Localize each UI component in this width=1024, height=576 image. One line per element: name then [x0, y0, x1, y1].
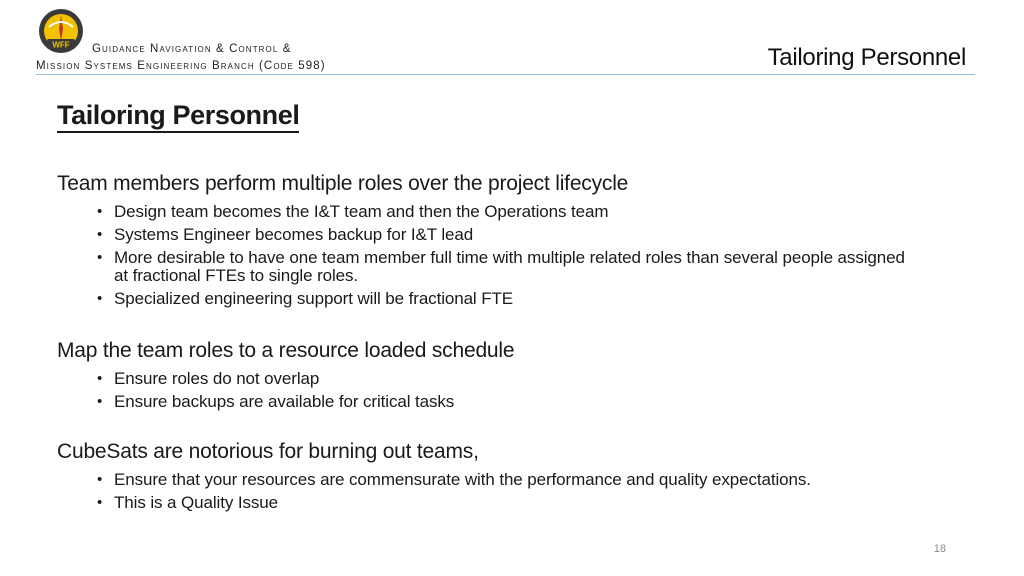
header-divider: [36, 74, 975, 75]
bullet-icon: •: [97, 471, 103, 488]
bullet-item: • Design team becomes the I&T team and then the Operations team: [97, 202, 609, 221]
section-cubesats: [57, 438, 957, 512]
logo-text: WFF: [52, 40, 70, 50]
org-line-1: Guidance Navigation & Control &: [92, 43, 292, 55]
bullet-item: • Specialized engineering support will be fractional FTE: [97, 289, 514, 308]
bullet-icon: •: [97, 393, 103, 410]
bullet-item: • Ensure roles do not overlap: [97, 369, 320, 388]
bullet-item: • Ensure that your resources are commensurate with the performance and quality expectations.: [97, 470, 811, 489]
section-heading: Team members perform multiple roles over the project lifecycle: [57, 172, 629, 195]
bullet-item: • This is a Quality Issue: [97, 493, 278, 512]
section-heading: CubeSats are notorious for burning out teams,: [57, 440, 479, 463]
section-resource-schedule: [57, 337, 957, 411]
bullet-icon: •: [97, 249, 103, 266]
bullet-item: • More desirable to have one team member full time with multiple related roles than several people assigned at fractional FTEs to single roles.: [97, 248, 905, 285]
bullet-list: [57, 203, 957, 308]
org-line-2: Mission Systems Engineering Branch (Code 598): [36, 60, 326, 72]
bullet-item: • Ensure backups are available for critical tasks: [97, 392, 455, 411]
section-team-roles: [57, 170, 957, 308]
bullet-icon: •: [97, 226, 103, 243]
bullet-icon: •: [97, 370, 103, 387]
bullet-icon: •: [97, 494, 103, 511]
bullet-list: [57, 370, 957, 411]
header-title: Tailoring Personnel: [767, 44, 966, 71]
org-name: [36, 41, 326, 75]
section-heading: Map the team roles to a resource loaded schedule: [57, 339, 515, 362]
slide-title: Tailoring Personnel: [57, 99, 299, 133]
bullet-icon: •: [97, 203, 103, 220]
page-number: 18: [933, 543, 946, 555]
bullet-item: • Systems Engineer becomes backup for I&T lead: [97, 225, 474, 244]
bullet-list: [57, 471, 957, 512]
bullet-icon: •: [97, 290, 103, 307]
